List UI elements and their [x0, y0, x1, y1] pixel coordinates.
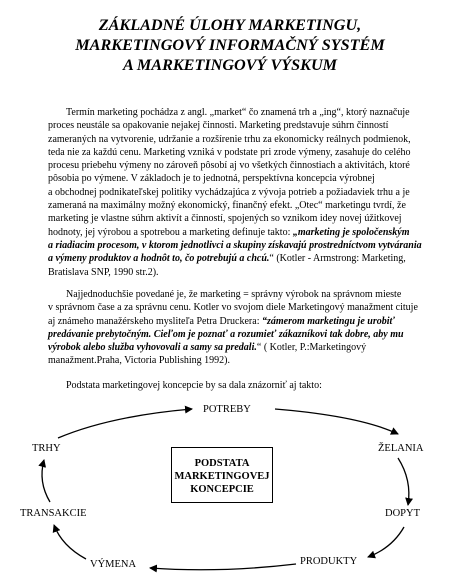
text-line: Najjednoduchšie povedané je, že marketing = správny výrobok na správnom mieste — [66, 289, 402, 300]
quote-emphasis: “zámerom marketingu je urobiť — [261, 315, 395, 327]
text-line: procesu priebehu výmeny no zároveň pôsobí aj vo všetkých činnostiach a aktivitách, ktoré — [48, 160, 410, 172]
quote-emphasis-line: predávanie prebytočným. Cieľom je poznať a rozumieť zákazníkovi tak dobre, aby mu — [48, 328, 404, 340]
quote-emphasis: výrobok alebo služba vyhovovali a samy sa predali. — [48, 342, 257, 354]
text-line: zameraná na maximálny možný ekonomický, finančný efekt. „Otec“ marketingu tvrdí, že — [48, 200, 406, 212]
quote-emphasis-line: a riadiacim procesom, v ktorom jednotlivci a skupiny získavajú prostredníctvom vytvárania — [48, 239, 422, 251]
node-vymena: VÝMENA — [90, 559, 137, 570]
text-line: a obchodnej podnikateľskej politiky vychádzajúca z vývoja potrieb a požiadaviek trhu a je — [48, 186, 410, 198]
text-line: Bratislava SNP, 1990 str.2). — [48, 266, 159, 278]
text-line: zameraných na vytvorenie, udržanie a rozšírenie trhu za ekonomicky reálnych podmienok, — [48, 133, 411, 145]
node-trhy: TRHY — [32, 443, 61, 454]
text-line: pôsobia po výmene. V základoch je to jednotná, perspektívna koncepcia výrobnej — [48, 173, 375, 185]
arrow-trhy-potreby — [58, 409, 192, 438]
node-potreby: POTREBY — [203, 404, 251, 415]
text-line: teda nie za každú cenu. Marketing vzniká v podstate pri zrode výmeny, zasahuje do celého — [48, 146, 411, 158]
text-line: Termín marketing pochádza z angl. „market“ čo znamená trh a „ing“, ktorý naznačuje — [66, 107, 410, 118]
text-line: Podstata marketingovej koncepcie by sa dala znázorniť aj takto: — [66, 380, 322, 391]
title-line-3: A MARKETINGOVÝ VÝSKUM — [122, 56, 338, 74]
citation: “ ( Kotler, P.:Marketingový — [256, 342, 367, 354]
center-line-1: PODSTATA — [194, 458, 250, 469]
arrow-vymena-transakcie — [54, 525, 86, 559]
arrow-potreby-zelania — [275, 409, 398, 434]
node-produkty: PRODUKTY — [300, 556, 358, 567]
node-transakcie: TRANSAKCIE — [20, 508, 87, 519]
arrow-zelania-dopyt — [398, 458, 409, 505]
text-line: manažment.Praha, Victoria Publishing 1992). — [48, 355, 230, 367]
citation: “ (Kotler - Armstrong: Marketing, — [269, 253, 406, 265]
arrow-dopyt-produkty — [368, 527, 404, 557]
text-line: marketing je vlastne súhrn aktivít a činností, spojených so vznikom idey novej úžitkovej — [48, 213, 402, 225]
center-line-2: MARKETINGOVEJ — [174, 471, 270, 482]
center-line-3: KONCEPCIE — [190, 484, 254, 495]
quote-emphasis: a výmeny produktov a hodnôt to, čo potrebujú a chcú. — [48, 253, 270, 265]
title-line-1: ZÁKLADNÉ ÚLOHY MARKETINGU, — [98, 16, 362, 34]
concept-center-box — [171, 447, 273, 503]
text-line: proces neustále sa opakovanie nejakej činnosti. Marketing predstavuje súhrn činností — [48, 120, 389, 132]
node-zelania: ŽELANIA — [378, 443, 424, 454]
text-normal: aj známeho manažérskeho mysliteľa Petra Druckera: — [48, 315, 262, 327]
title-line-2: MARKETINGOVÝ INFORMAČNÝ SYSTÉM — [75, 36, 385, 54]
text-normal: hodnoty, jej výrobou a spotrebou a marketing definuje takto: — [48, 226, 293, 238]
node-dopyt: DOPYT — [385, 508, 421, 519]
text-line: v správnom čase a za správnu cenu. Kotler vo svojom diele Marketingový manažment cituje — [48, 302, 418, 314]
quote-emphasis: „marketing je spoločenským — [292, 226, 410, 238]
arrow-transakcie-trhy — [42, 460, 50, 502]
arrow-produkty-vymena — [150, 564, 296, 570]
